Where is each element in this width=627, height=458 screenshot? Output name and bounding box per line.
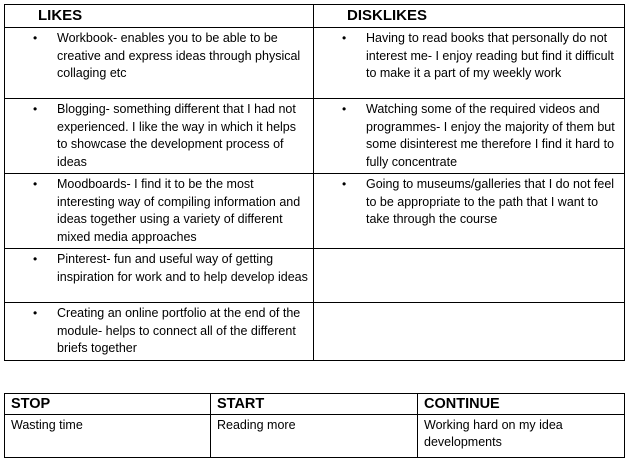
table-header-row — [5, 394, 625, 415]
like-text: Workbook- enables you to be able to be creative and express ideas through physical collaging etc — [57, 31, 301, 80]
likes-header: LIKES — [5, 5, 314, 28]
like-text: Blogging- something different that I had not experienced. I like the way in which it helps to showcase the development process of ideas — [57, 102, 297, 169]
like-text: Creating an online portfolio at the end of the module- helps to connect all of the different briefs together — [57, 306, 301, 355]
table-row — [5, 174, 625, 249]
dislike-text: Having to read books that personally do not interest me- I enjoy reading but find it difficult to make it a part of my weekly work — [366, 31, 614, 80]
start-header: START — [211, 394, 418, 415]
table-row — [5, 249, 625, 303]
like-cell — [5, 99, 314, 174]
like-text: Pinterest- fun and useful way of getting inspiration for work and to help develop ideas — [57, 252, 308, 284]
dislikes-header: DISKLIKES — [314, 5, 625, 28]
like-cell — [5, 249, 314, 303]
bullet-icon: • — [33, 177, 38, 191]
table-row — [5, 28, 625, 99]
dislike-cell — [314, 249, 625, 303]
table-row — [5, 415, 625, 458]
stop-start-continue-table — [4, 393, 625, 458]
bullet-icon: • — [33, 102, 38, 116]
bullet-icon: • — [33, 252, 38, 266]
continue-header: CONTINUE — [418, 394, 625, 415]
like-cell — [5, 174, 314, 249]
stop-header: STOP — [5, 394, 211, 415]
start-value: Reading more — [211, 415, 418, 458]
bullet-icon: • — [33, 306, 38, 320]
table-row — [5, 303, 625, 361]
like-text: Moodboards- I find it to be the most interesting way of compiling information and ideas together using a variety of different mixed media approaches — [57, 177, 301, 244]
bullet-icon: • — [342, 102, 347, 116]
bullet-icon: • — [33, 31, 38, 45]
dislike-cell — [314, 28, 625, 99]
continue-value: Working hard on my idea developments — [418, 415, 625, 458]
bullet-icon: • — [342, 177, 347, 191]
like-cell — [5, 303, 314, 361]
stop-value: Wasting time — [5, 415, 211, 458]
dislike-cell — [314, 174, 625, 249]
table-header-row — [5, 5, 625, 28]
dislike-cell — [314, 303, 625, 361]
table-row — [5, 99, 625, 174]
like-cell — [5, 28, 314, 99]
dislike-text: Going to museums/galleries that I do not feel to be appropriate to the path that I want to take through the course — [366, 177, 615, 226]
dislike-cell — [314, 99, 625, 174]
dislike-text: Watching some of the required videos and programmes- I enjoy the majority of them but some disinterest me therefore I find it hard to fully concentrate — [366, 102, 615, 169]
likes-dislikes-table — [4, 4, 625, 361]
bullet-icon: • — [342, 31, 347, 45]
